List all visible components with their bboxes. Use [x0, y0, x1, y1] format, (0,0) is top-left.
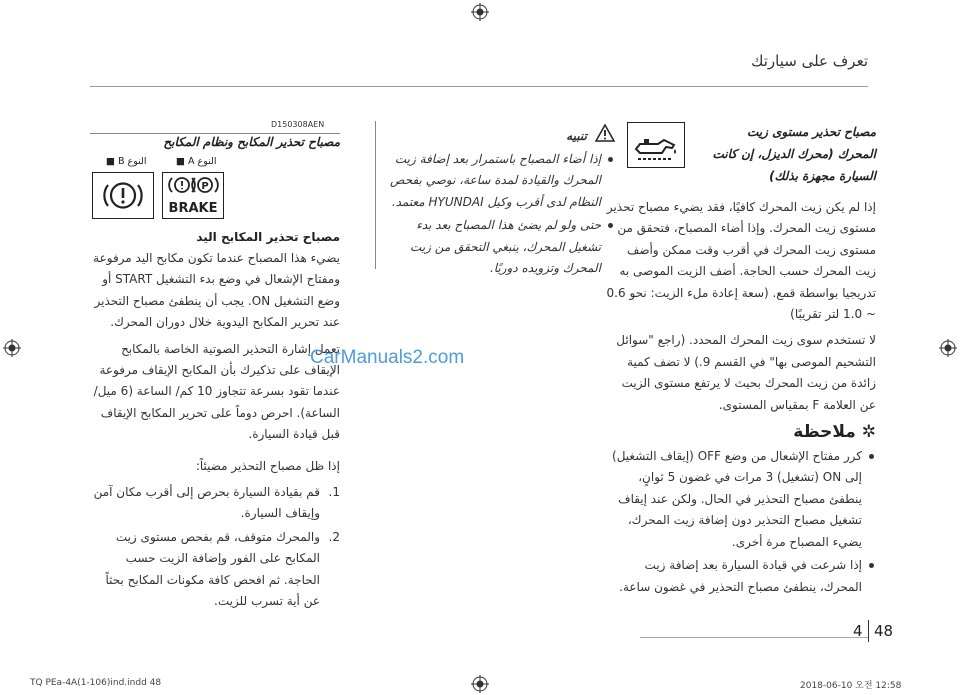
- brake-word: BRAKE: [168, 201, 218, 216]
- note-bullet-list: [604, 446, 876, 598]
- type-b-label: النوع B ■: [106, 156, 147, 167]
- brake-warning-body: [88, 228, 340, 615]
- brake-warning-title: مصباح تحذير المكابح ونظام المكابح: [163, 135, 340, 149]
- oil-paragraph-1: إذا لم يكن زيت المحرك كافيًا، فقد يضيء مصباح تحذير مستوى زيت المحرك. وإذا أضاء المصباح، فتحقق من مستوى زيت المحرك في أقرب وقت ممكن وأضف زيت المحرك حسب الحاجة. أضف الزيت الموصى به تدريجيا بواسطة قمع. (سعة إعادة ملء الزيت: نحو 0.6 ~ 1.0 لتر تقريبًا): [606, 200, 876, 322]
- oil-level-warning-icon: [627, 122, 685, 168]
- registration-mark-left: [3, 339, 21, 357]
- type-a-label: النوع A ■: [176, 156, 217, 167]
- caution-item-1: إذا أضاء المصباح باستمرار بعد إضافة زيت المحرك والقيادة لمدة ساعة، نوصي بفحص النظام لدى أقرب وكيل HYUNDAI معتمد.: [390, 149, 615, 213]
- oil-title-line-1: مصباح تحذير مستوى زيت: [747, 125, 876, 139]
- chapter-number: 4: [853, 622, 863, 640]
- note-bullet-2: إذا شرعت في قيادة السيارة بعد إضافة زيت المحرك، ينطفئ مصباح التحذير في غضون ساعة.: [604, 555, 876, 598]
- caution-title: تنبيه: [566, 129, 587, 143]
- page-number-divider: [868, 620, 869, 642]
- brake-numbered-list: [88, 482, 340, 612]
- oil-paragraph-2: لا تستخدم سوى زيت المحرك المحدد. (راجع "سوائل التشحيم الموصى بها" في القسم 9.) لا تضف كمية زائدة من زيت المحرك بحيث لا يرتفع مستوى الزيت عن العلامة F بمقياس المستوى.: [616, 333, 876, 412]
- brake-step-1: [88, 482, 340, 525]
- caution-triangle-icon: [595, 124, 615, 149]
- image-code: D150308AEN: [271, 120, 325, 129]
- caution-list: [390, 149, 615, 279]
- note-bullet-1: كرر مفتاح الإشعال من وضع OFF (إيقاف التشغيل) إلى ON (تشغيل) 3 مرات في غضون 5 ثوانٍ، ينطفئ مصباح التحذير في الحال. ولكن عند إيقاف تشغيل مصباح التحذير دون إضافة زيت المحرك، يضيء المصباح مرة أخرى.: [604, 446, 876, 553]
- oil-warning-body: [604, 197, 876, 600]
- oil-warning-title: [696, 121, 876, 187]
- chapter-header-title: تعرف على سيارتك: [751, 52, 868, 70]
- brake-step-1-number: 1.: [328, 485, 340, 500]
- oil-title-line-2: المحرك (محرك الديزل، إن كانت: [712, 147, 876, 161]
- registration-mark-right: [939, 339, 957, 357]
- note-label: ملاحظة: [793, 422, 856, 443]
- caution-item-2: حتى ولو لم يضئ هذا المصباح بعد بدء تشغيل المحرك، ينبغي التحقق من زيت المحرك وتزويده دوريًا.: [390, 215, 615, 279]
- note-star-icon: ✲: [861, 422, 876, 443]
- registration-mark-bottom: [471, 675, 489, 693]
- caution-heading: [390, 124, 615, 149]
- brake-icon-type-b: [92, 172, 154, 219]
- brake-paragraph-2: تعمل إشارة التحذير الصوتية الخاصة بالمكابح الإيقاف على تذكيرك بأن المكابح الإيقاف مرفوعة عندما تقود بسرعة تتجاوز 10 كم/ الساعة (6 ميل/ الساعة). احرص دوماً على تحرير المكابح الإيقاف قبل قيادة السيارة.: [93, 341, 340, 442]
- page-number: 48: [874, 622, 894, 640]
- parking-brake-subtitle: مصباح تحذير المكابح اليد: [196, 230, 340, 244]
- brake-paragraph-1: يضيء هذا المصباح عندما تكون مكابح اليد مرفوعة ومفتاح الإشعال في وضع بدء التشغيل START أو وضع التشغيل ON. يجب أن ينطفئ مصباح التحذير عند تحرير المكابح اليدوية خلال دوران المحرك.: [93, 251, 340, 330]
- brake-step-1-text: قم بقيادة السيارة بحرص إلى أقرب مكان آمن وإيقاف السيارة.: [93, 485, 320, 521]
- caution-box: [390, 124, 615, 281]
- oil-title-line-3: السيارة مجهزة بذلك): [769, 169, 876, 183]
- watermark: CarManuals2.com: [310, 347, 465, 368]
- registration-mark-top: [471, 3, 489, 21]
- brake-list-intro: إذا ظل مصباح التحذير مضيئاً:: [195, 458, 340, 473]
- footer-date: 2018-06-10 오전 12:58: [800, 681, 902, 691]
- footer-file-name: TQ PEa-4A(1-106)ind.indd 48: [30, 678, 162, 688]
- header-rule: [90, 86, 868, 87]
- left-column-top-rule: [90, 133, 340, 134]
- middle-column-rule: [375, 121, 376, 269]
- parking-brake-p-letter: P: [201, 181, 209, 192]
- brake-step-2: [88, 527, 340, 613]
- note-heading: [604, 422, 876, 442]
- page-number-rule: [640, 637, 868, 638]
- brake-step-2-text: والمحرك متوقف، قم بفحص مستوى زيت المكابح على الفور وإضافة الزيت حسب الحاجة. ثم افحص كافة مكونات المكابح بحثاً عن أية تسرب للزيت.: [105, 529, 320, 609]
- brake-step-2-number: 2.: [328, 529, 340, 544]
- brake-icon-type-a: [162, 172, 224, 219]
